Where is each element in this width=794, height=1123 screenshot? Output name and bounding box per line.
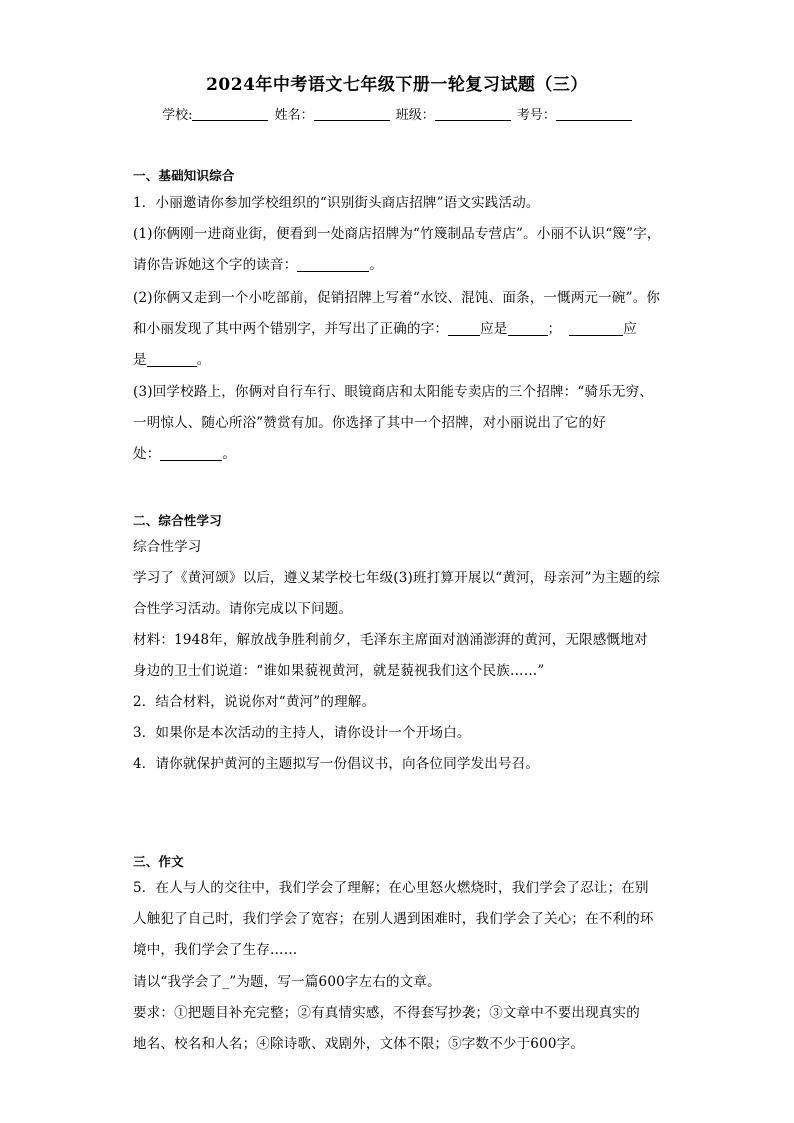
question-3: 3．如果你是本次活动的主持人，请你设计一个开场白。 <box>133 725 471 741</box>
class-label: 班级： <box>395 108 435 123</box>
question-5-line-2: 人触犯了自己时，我们学会了宽容；在别人遇到困难时，我们学会了关心；在不利的环 <box>133 911 654 927</box>
question-2: 2．结合材料，说说你对“黄河”的理解。 <box>133 694 376 710</box>
question-5-line-1: 5．在人与人的交往中，我们学会了理解；在心里怒火燃烧时，我们学会了忍让；在别 <box>133 880 649 896</box>
page-title: 2024年中考语文七年级下册一轮复习试题（三） <box>206 75 588 95</box>
question-5-line-3: 境中，我们学会了生存…… <box>133 942 298 958</box>
section-heading-essay: 三、作文 <box>133 854 184 869</box>
section-heading-comprehensive: 二、综合性学习 <box>133 513 222 528</box>
school-blank[interactable] <box>192 106 268 121</box>
question-1-part-1-line-2 <box>133 253 383 273</box>
question-1: 1．小丽邀请你参加学校组织的“识别街头商店招牌”语文实践活动。 <box>133 195 540 211</box>
student-info-row <box>0 104 794 123</box>
question-1-part-2-line-2 <box>133 317 637 337</box>
question-1-part-3-line-1: (3)回学校路上，你俩对自行车行、眼镜商店和太阳能专卖店的三个招牌：“骑乐无穷、 <box>133 384 654 400</box>
class-blank[interactable] <box>435 106 511 121</box>
answer-blank-pronunciation[interactable] <box>297 257 369 272</box>
school-label: 学校: <box>162 108 193 123</box>
name-blank[interactable] <box>314 106 390 121</box>
text-segment: 请你告诉她这个字的读音： <box>133 257 298 273</box>
section-heading-basics: 一、基础知识综合 <box>133 168 235 183</box>
text-segment: 。 <box>196 352 211 368</box>
text-segment: 是 <box>133 352 147 368</box>
intro-line-2: 合性学习活动。请你完成以下问题。 <box>133 601 353 617</box>
text-segment: 。 <box>369 257 384 273</box>
number-label: 考号： <box>516 108 556 123</box>
answer-blank-wrong-1[interactable] <box>448 321 480 336</box>
question-4: 4．请你就保护黄河的主题拟写一份倡议书，向各位同学发出号召。 <box>133 756 540 772</box>
section-subheading: 综合性学习 <box>133 539 202 555</box>
text-segment: 应是 <box>480 321 508 337</box>
answer-blank-correct-2[interactable] <box>147 352 197 367</box>
question-5-requirements-line-1: 要求：①把题目补充完整；②有真情实感，不得套写抄袭；③文章中不要出现真实的 <box>133 1005 640 1021</box>
text-segment: 。 <box>222 446 237 462</box>
material-line-1: 材料：1948年，解放战争胜利前夕，毛泽东主席面对汹涌澎湃的黄河，无限感慨地对 <box>133 632 648 648</box>
intro-line-1: 学习了《黄河颂》以后，遵义某学校七年级(3)班打算开展以“黄河，母亲河”为主题的综 <box>133 570 661 586</box>
question-1-part-2-line-3 <box>133 348 210 368</box>
question-1-part-1-line-1: (1)你俩刚一进商业街，便看到一处商店招牌为“竹篾制品专营店”。小丽不认识“篾”字， <box>133 226 661 242</box>
question-1-part-3-line-2: 一明惊人、随心所浴”赞赏有加。你选择了其中一个招牌，对小丽说出了它的好 <box>133 415 606 431</box>
question-1-part-2-line-1: (2)你俩又走到一个小吃部前，促销招牌上写着“水饺、混饨、面条，一慨两元一碗”。你 <box>133 290 661 306</box>
question-5-line-4: 请以“我学会了_”为题，写一篇600字左右的文章。 <box>133 974 441 990</box>
question-1-part-3-line-3 <box>133 442 236 462</box>
text-segment: 处： <box>133 446 161 462</box>
answer-blank-wrong-2[interactable] <box>569 321 623 336</box>
material-line-2: 身边的卫士们说道：“谁如果藐视黄河，就是藐视我们这个民族……” <box>133 663 545 679</box>
text-segment: 应 <box>623 321 637 337</box>
text-segment: 和小丽发现了其中两个错别字，并写出了正确的字： <box>133 321 449 337</box>
answer-blank-benefit[interactable] <box>160 446 222 461</box>
question-5-requirements-line-2: 地名、校名和人名；④除诗歌、戏剧外，文体不限；⑤字数不少于600字。 <box>133 1036 585 1052</box>
answer-blank-correct-1[interactable] <box>508 321 548 336</box>
text-segment: ； <box>547 321 562 337</box>
name-label: 姓名： <box>274 108 314 123</box>
number-blank[interactable] <box>556 106 632 121</box>
